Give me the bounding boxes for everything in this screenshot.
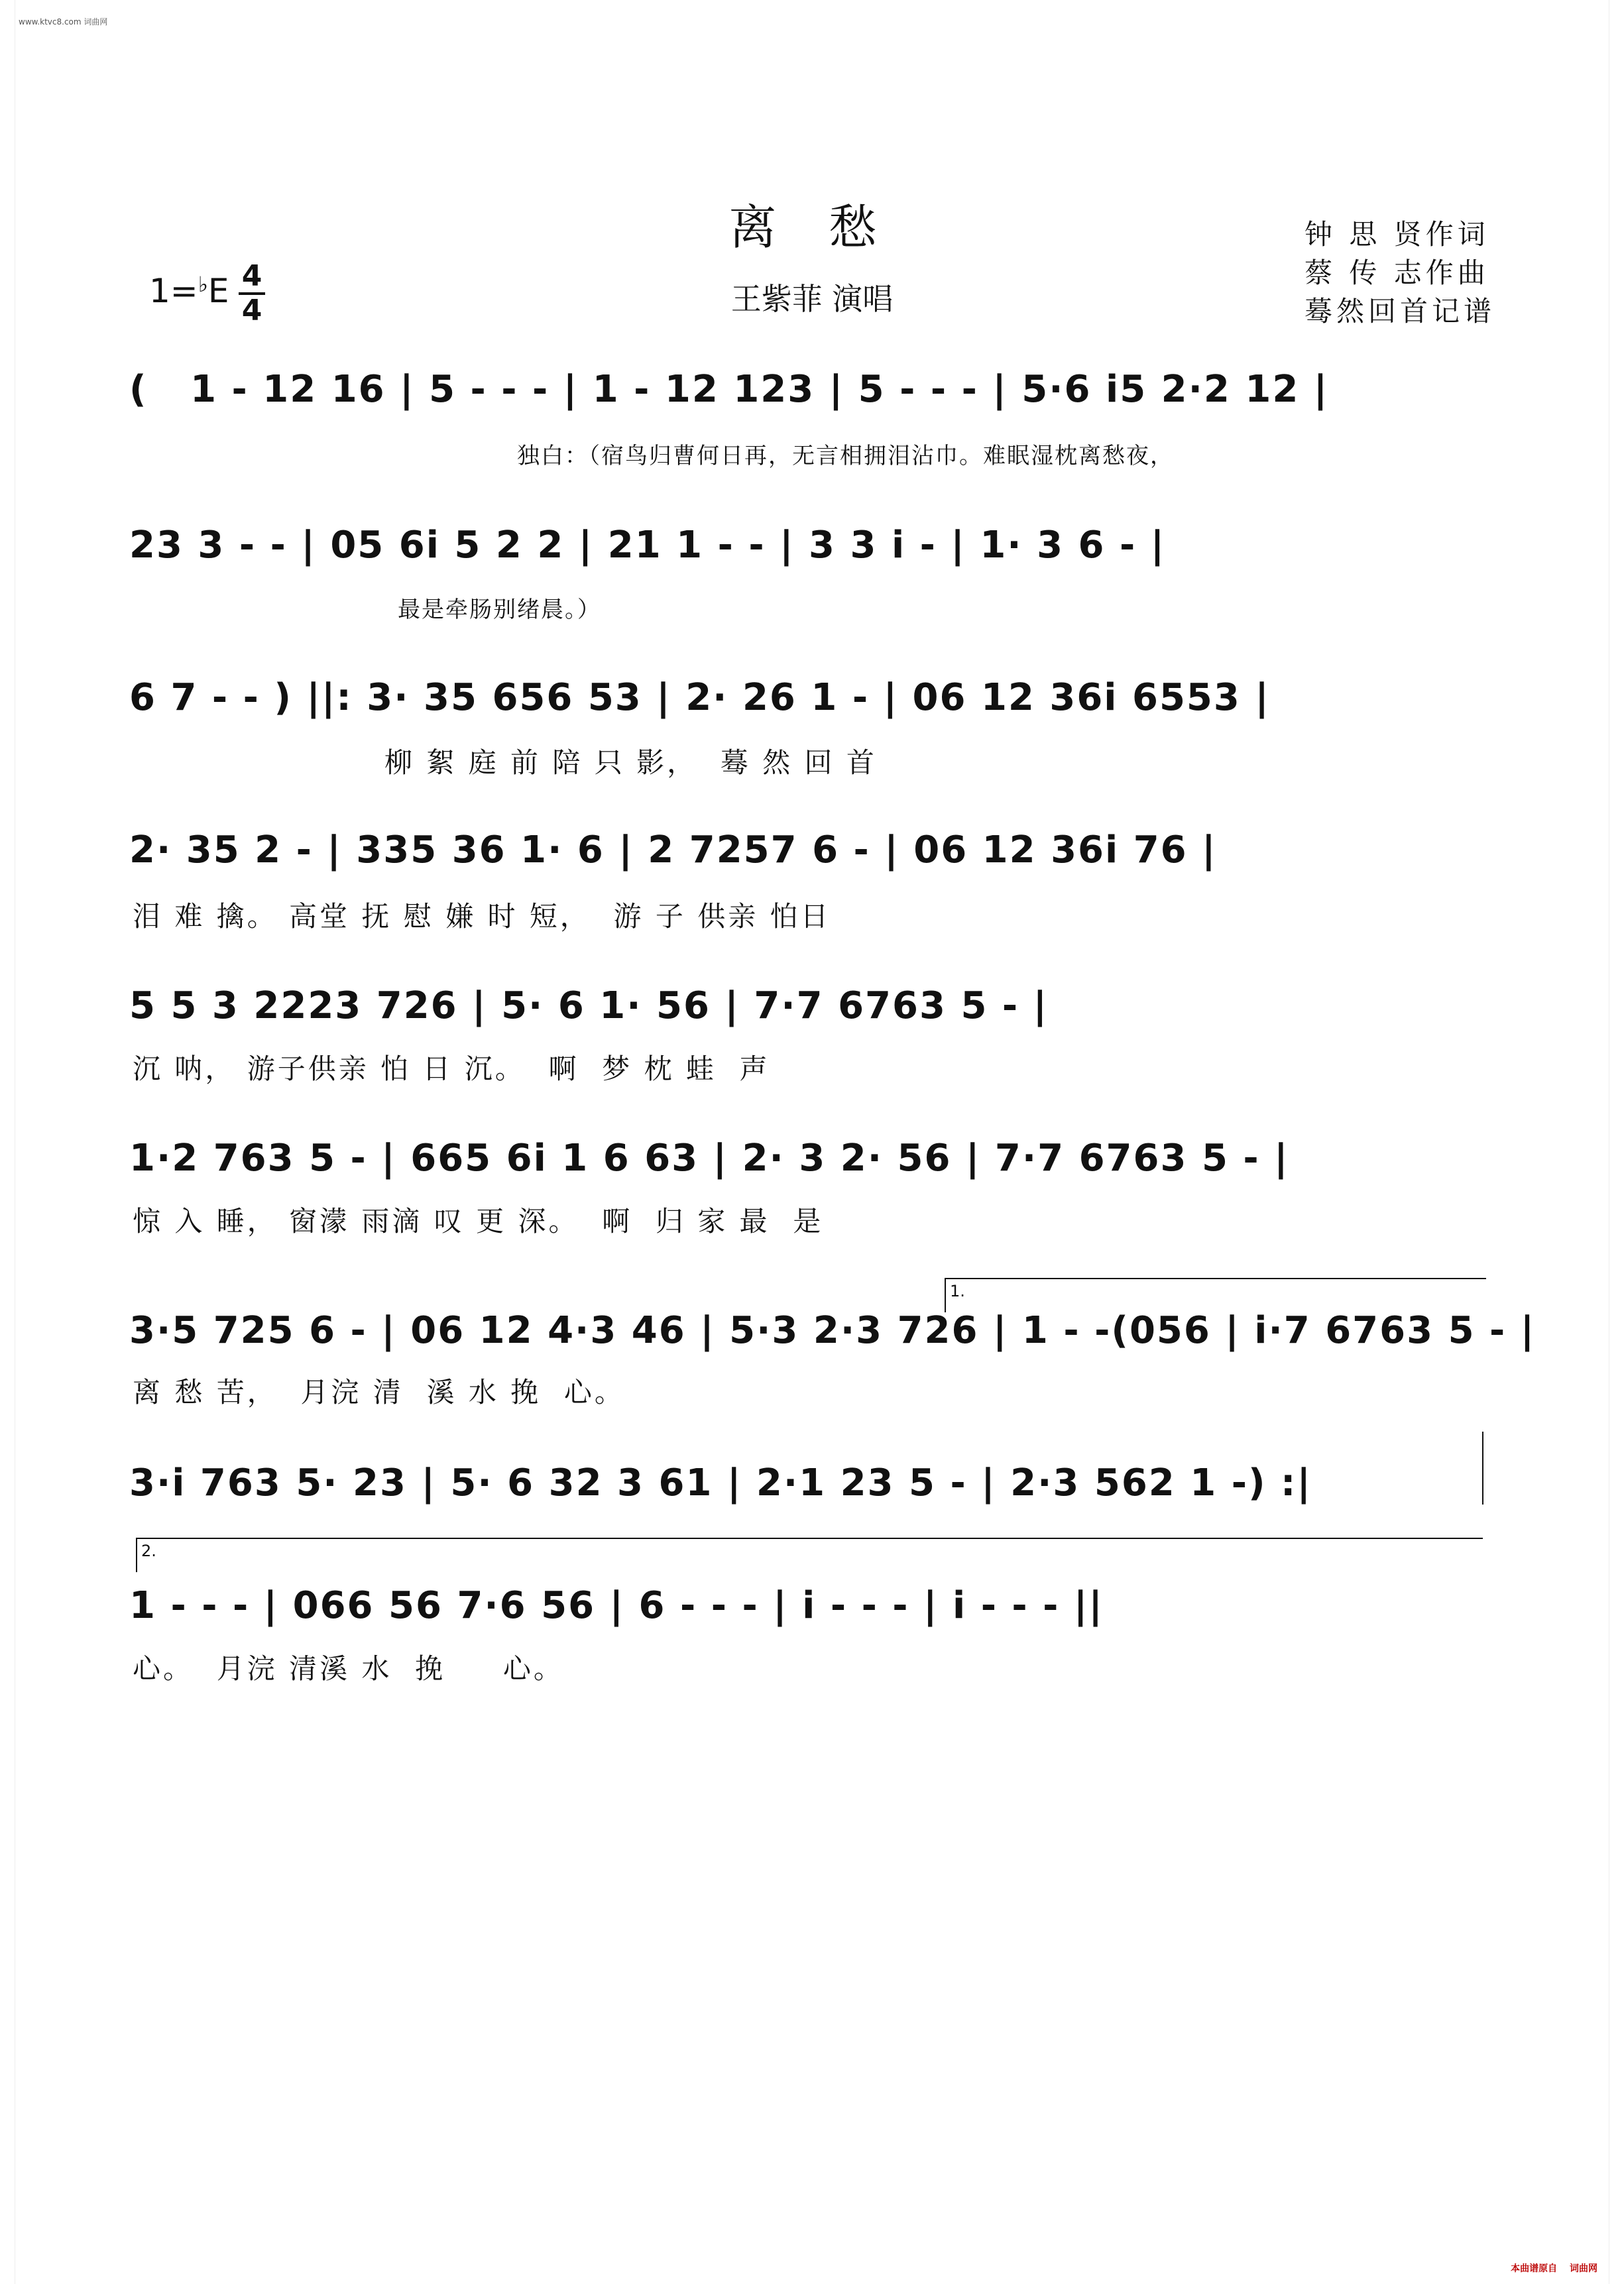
meter-top: 4	[241, 259, 262, 293]
lyric-row-3: 柳 絮 庭 前 陪 只 影， 蓦 然 回 首	[384, 746, 877, 779]
lyric-row-6: 惊 入 睡， 窗濛 雨滴 叹 更 深。 啊 归 家 最 是	[133, 1205, 824, 1237]
lyric-row-5: 沉 呐， 游子供亲 怕 日 沉。 啊 梦 枕 蛙 声	[133, 1053, 770, 1085]
volta-first-ending: 1.	[945, 1278, 1486, 1312]
song-title: 离 愁	[728, 200, 896, 255]
score-row-1: ( 1 - 12 16 | 5 - - - | 1 - 12 123 | 5 - - - | 5·6 i5 2·2 12 |	[129, 368, 1329, 411]
lyric-row-2: 最是牵肠别绪晨。）	[398, 597, 601, 623]
footer-source: 本曲谱原自	[1511, 2263, 1558, 2274]
footer-credit	[1501, 2261, 1597, 2275]
volta-first-end-bracket	[1482, 1432, 1483, 1505]
meter-bottom: 4	[241, 294, 262, 327]
lyricist-credit: 钟 思 贤作词	[1305, 218, 1489, 251]
score-row-9: 1 - - - | 066 56 7·6 56 | 6 - - - | i - - - | i - - - ||	[129, 1584, 1104, 1627]
lyric-row-7: 离 愁 苦， 月浣 清 溪 水 挽 心。	[133, 1376, 625, 1408]
lyric-row-1: 独白：（宿鸟归曹何日再，无言相拥泪沾巾。难眠湿枕离愁夜，	[517, 443, 1174, 469]
score-row-2: 23 3 - - | 05 6i 5 2 2 | 21 1 - - | 3 3 i - | 1· 3 6 - |	[129, 524, 1166, 567]
footer-site: 词曲网	[1570, 2263, 1597, 2274]
key-signature	[149, 272, 229, 310]
right-margin-strip	[1609, 0, 1624, 2284]
score-row-8: 3·i 763 5· 23 | 5· 6 32 3 61 | 2·1 23 5 - | 2·3 562 1 -) :|	[129, 1461, 1312, 1505]
credits-block	[1305, 215, 1495, 331]
transcriber-credit: 蓦然回首记谱	[1305, 295, 1496, 327]
flat-symbol: ♭	[198, 272, 208, 297]
score-row-7: 3·5 725 6 - | 06 12 4·3 46 | 5·3 2·3 726 | 1 - -(056 | i·7 6763 5 - |	[129, 1309, 1536, 1352]
singer-credit: 王紫菲 演唱	[730, 281, 894, 317]
site-tag: www.ktvc8.com 词曲网	[19, 17, 108, 27]
score-row-3: 6 7 - - ) ||: 3· 35 656 53 | 2· 26 1 - | 06 12 36i 6553 |	[129, 676, 1270, 719]
left-margin-strip	[0, 0, 15, 2284]
time-signature	[239, 259, 265, 327]
volta-second-ending: 2.	[136, 1538, 1483, 1572]
lyric-row-9: 心。 月浣 清溪 水 挽 心。	[133, 1652, 564, 1685]
key-prefix: 1=	[149, 272, 198, 310]
composer-credit: 蔡 传 志作曲	[1305, 257, 1489, 289]
score-row-4: 2· 35 2 - | 335 36 1· 6 | 2 7257 6 - | 06 12 36i 76 |	[129, 828, 1217, 872]
score-row-5: 5 5 3 2223 726 | 5· 6 1· 56 | 7·7 6763 5 - |	[129, 984, 1049, 1027]
lyric-row-4: 泪 难 擒。 高堂 抚 慰 嫌 时 短， 游 子 供亲 怕日	[133, 900, 831, 933]
key-note: E	[207, 272, 229, 310]
score-row-6: 1·2 763 5 - | 665 6i 1 6 63 | 2· 3 2· 56 | 7·7 6763 5 - |	[129, 1137, 1289, 1180]
